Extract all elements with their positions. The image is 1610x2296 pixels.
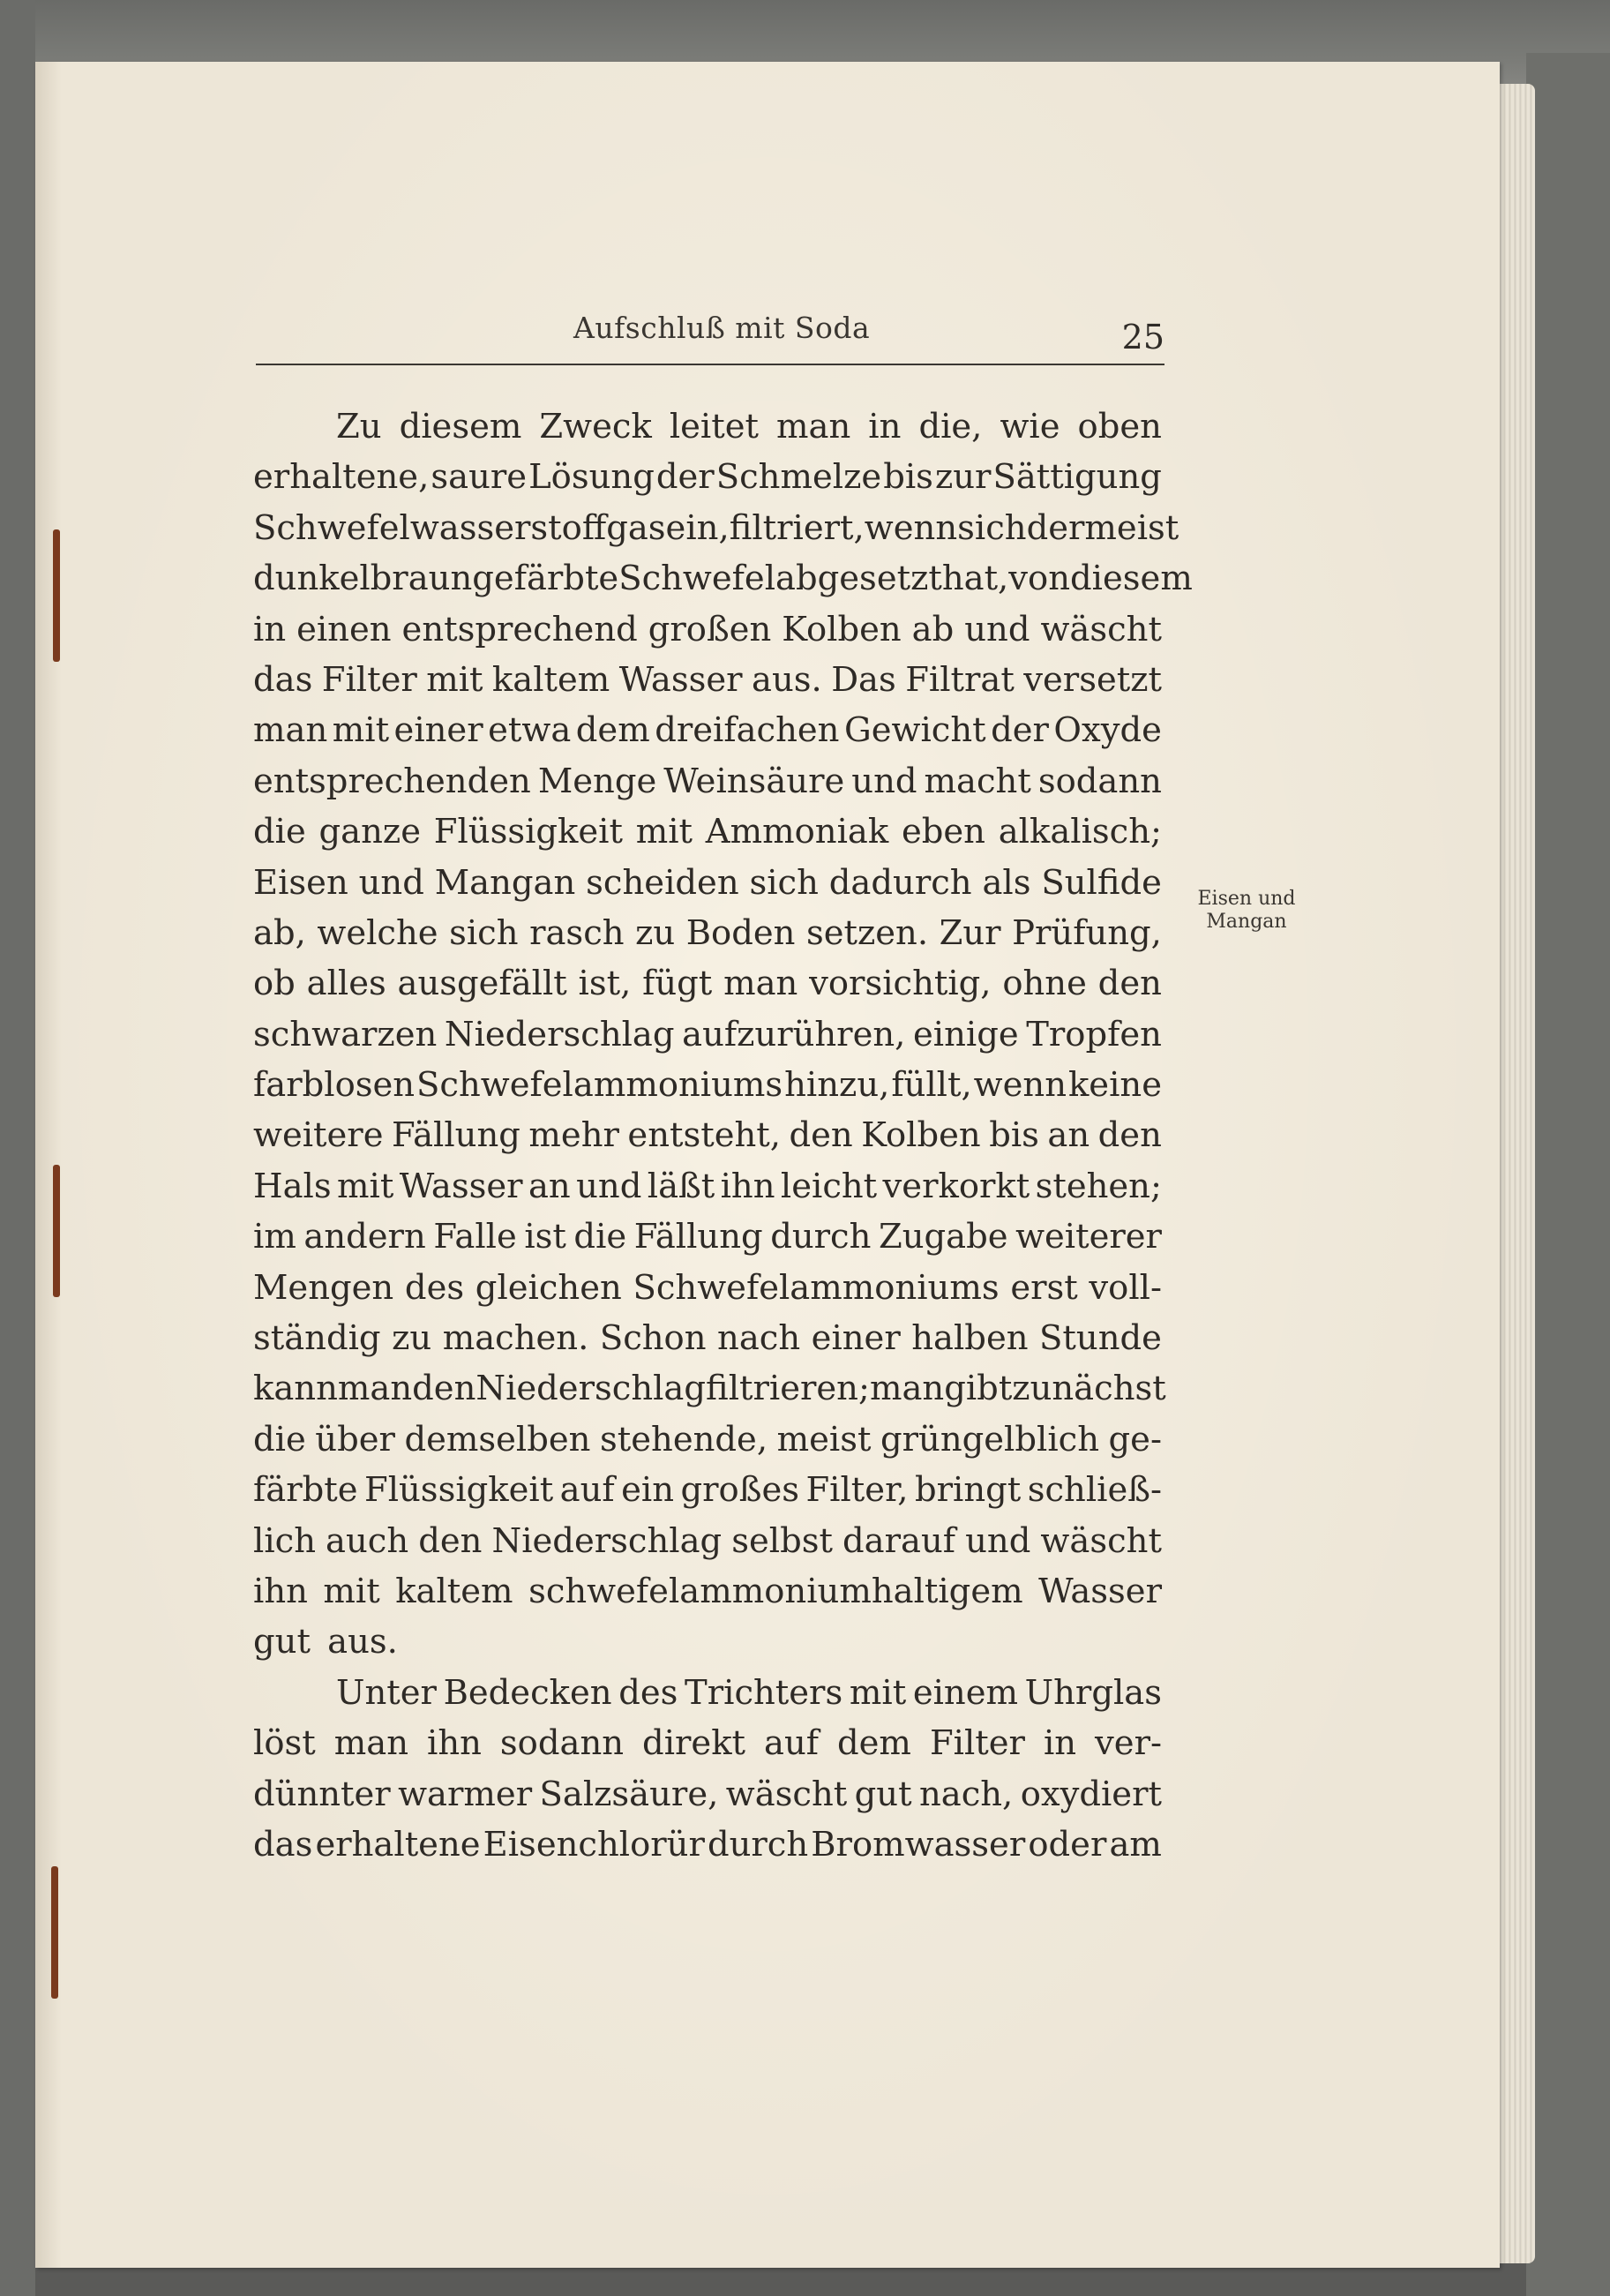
- word: Eisen: [253, 862, 348, 903]
- word: wäscht: [1040, 1520, 1162, 1561]
- margin-note-line: Eisen und: [1197, 888, 1296, 910]
- word: auf: [764, 1723, 819, 1764]
- margin-note: [1180, 888, 1313, 934]
- word: nach,: [918, 1774, 1014, 1814]
- word: Oxyde: [1053, 710, 1162, 751]
- text-line: [253, 503, 1179, 553]
- word: erst: [1010, 1267, 1078, 1308]
- text-line: [253, 1263, 1162, 1313]
- word: mit: [337, 1166, 394, 1206]
- running-head: [256, 311, 1164, 365]
- text-line: [253, 655, 1162, 705]
- word: Niederschlag: [444, 1014, 675, 1054]
- word: Filter: [321, 659, 417, 700]
- page-stack-edge: [1495, 84, 1535, 2263]
- word: Weinsäure: [663, 761, 845, 801]
- word: machen.: [442, 1318, 589, 1359]
- word: dunkelbraun: [253, 559, 473, 599]
- word: entsteht,: [627, 1115, 781, 1156]
- word: Falle: [433, 1217, 517, 1257]
- word: leitet: [669, 407, 759, 446]
- word: aufzurühren,: [682, 1014, 906, 1054]
- word: filtrieren;: [706, 1369, 870, 1409]
- word: zu: [635, 912, 676, 953]
- word: Sulfide: [1041, 862, 1162, 903]
- word: großen: [648, 609, 772, 649]
- word: auf: [559, 1470, 615, 1511]
- word: vorsichtig,: [809, 964, 992, 1004]
- word: Uhrglas: [1024, 1672, 1162, 1713]
- word: der: [655, 457, 715, 498]
- word: Menge: [537, 761, 657, 801]
- word: die: [253, 1419, 306, 1459]
- word: die: [253, 812, 306, 852]
- word: das: [253, 659, 313, 700]
- word: und: [576, 1166, 642, 1206]
- word: Tropfen: [1026, 1014, 1162, 1054]
- word: kaltem: [491, 659, 610, 700]
- word: macht: [924, 761, 1031, 801]
- word: der: [1026, 507, 1085, 548]
- word: dadurch: [828, 862, 972, 903]
- text-line: [253, 553, 1193, 604]
- word: Niederschlag: [491, 1520, 723, 1561]
- word: Schmelze: [715, 457, 882, 498]
- word: diesem: [399, 407, 522, 446]
- word: und: [358, 862, 424, 903]
- word: ob: [253, 964, 296, 1004]
- word: mit: [332, 710, 390, 751]
- word: Sättigung: [992, 457, 1162, 498]
- word: Ammoniak: [705, 812, 889, 852]
- word: durch: [770, 1217, 872, 1257]
- word: an: [528, 1166, 571, 1206]
- text-line: [253, 604, 1162, 655]
- word: Filter: [929, 1723, 1025, 1764]
- word: erhaltene,: [253, 457, 430, 498]
- word: meist: [776, 1419, 872, 1459]
- word: entsprechend: [401, 609, 638, 649]
- word: dem: [837, 1723, 911, 1764]
- word: darauf: [842, 1520, 956, 1561]
- word: man: [776, 407, 851, 446]
- word: demselben: [404, 1419, 591, 1459]
- word: ihn: [427, 1723, 482, 1764]
- text-line: [253, 1110, 1162, 1160]
- word: Wasser: [618, 659, 743, 700]
- word: erhaltene: [315, 1824, 481, 1865]
- word: wenn: [864, 507, 958, 548]
- word: stehende,: [600, 1419, 768, 1459]
- word: entsprechenden: [253, 761, 531, 801]
- word: mit: [426, 659, 483, 700]
- word: den: [418, 1520, 483, 1561]
- word: abgesetzt: [775, 559, 942, 599]
- word: an: [1047, 1115, 1090, 1156]
- word: man: [253, 710, 328, 751]
- word: bis: [883, 457, 933, 498]
- text-line: [253, 1363, 1166, 1414]
- word: Salzsäure,: [539, 1774, 719, 1814]
- word: mit: [323, 1571, 380, 1611]
- text-line: [253, 1566, 1162, 1617]
- body-text: [253, 401, 1193, 1870]
- word: von: [1008, 559, 1071, 599]
- word: Unter: [336, 1672, 437, 1713]
- word: weiterer: [1015, 1217, 1162, 1257]
- text-line: [253, 452, 1162, 502]
- word: ein: [621, 1470, 675, 1511]
- word: die,: [918, 407, 983, 446]
- word: wenn: [973, 1065, 1067, 1106]
- word: scheiden: [586, 862, 739, 903]
- word: mit: [849, 1672, 907, 1713]
- word: Bedecken: [443, 1672, 612, 1713]
- word: man: [333, 1723, 408, 1764]
- word: färbte: [253, 1470, 358, 1511]
- word: man: [723, 964, 798, 1004]
- word: kaltem: [395, 1571, 513, 1611]
- word: die: [573, 1217, 627, 1257]
- word: aus.: [327, 1622, 398, 1662]
- word: Filtrat: [905, 659, 1015, 700]
- text-line: [253, 1718, 1162, 1768]
- word: hat,: [941, 559, 1009, 599]
- word: läßt: [647, 1166, 715, 1206]
- binding-stitch: [51, 1866, 58, 1999]
- word: warmer: [398, 1774, 533, 1814]
- word: halben: [911, 1318, 1029, 1359]
- word: selbst: [731, 1520, 833, 1561]
- word: und: [964, 609, 1030, 649]
- word: Das: [831, 659, 896, 700]
- text-line: [253, 908, 1162, 958]
- word: Mengen: [253, 1267, 394, 1308]
- text-line: [253, 756, 1162, 807]
- word: ist,: [578, 964, 632, 1004]
- word: etwa: [488, 710, 572, 751]
- word: den: [1097, 1115, 1162, 1156]
- word: im: [253, 1217, 296, 1257]
- text-line: [253, 1769, 1162, 1820]
- text-line: [253, 1516, 1162, 1566]
- word: filtriert,: [729, 507, 865, 548]
- word: sodann: [499, 1723, 625, 1764]
- word: einem: [912, 1672, 1019, 1713]
- word: Schwefelammoniums: [633, 1267, 1000, 1308]
- word: Niederschlag: [476, 1369, 707, 1409]
- word: voll-: [1089, 1267, 1162, 1308]
- word: den: [1097, 964, 1162, 1004]
- text-line: [253, 1212, 1162, 1262]
- word: grüngelblich: [880, 1419, 1099, 1459]
- word: Schwefelwasserstoffgas: [253, 507, 666, 548]
- word: einen: [296, 609, 392, 649]
- word: den: [412, 1369, 476, 1409]
- word: ständig: [253, 1318, 381, 1359]
- word: andern: [303, 1217, 426, 1257]
- word: Zweck: [539, 407, 652, 446]
- word: der: [991, 710, 1049, 751]
- text-line: [253, 1414, 1162, 1465]
- word: setzen.: [805, 912, 929, 953]
- word: fügt: [642, 964, 713, 1004]
- word: diesem: [1070, 559, 1193, 599]
- word: Gewicht: [843, 710, 986, 751]
- word: ver-: [1095, 1723, 1162, 1764]
- word: Flüssigkeit: [433, 812, 623, 852]
- word: gibt: [944, 1369, 1013, 1409]
- word: ihn: [253, 1571, 308, 1611]
- word: versetzt: [1023, 659, 1162, 700]
- word: Fällung: [392, 1115, 520, 1156]
- text-line: [253, 958, 1162, 1009]
- word: ist: [524, 1217, 566, 1257]
- word: mehr: [528, 1115, 619, 1156]
- text-line: [253, 1465, 1162, 1515]
- word: aus.: [752, 659, 822, 700]
- book-cover-right: [1526, 53, 1610, 2296]
- word: direkt: [642, 1723, 745, 1764]
- word: mit: [635, 812, 693, 852]
- text-line: [253, 1617, 1162, 1667]
- word: und: [851, 761, 917, 801]
- word: Schon: [599, 1318, 707, 1359]
- word: Bromwasser: [811, 1824, 1026, 1865]
- word: Eisenchlorür: [483, 1824, 705, 1865]
- word: einer: [393, 710, 483, 751]
- page-number: 25: [1121, 318, 1164, 356]
- word: ganze: [318, 812, 421, 852]
- word: kann: [253, 1369, 338, 1409]
- text-line: [253, 1313, 1162, 1363]
- word: ausgefällt: [397, 964, 567, 1004]
- word: ge-: [1108, 1419, 1162, 1459]
- word: in: [868, 407, 902, 446]
- word: sich: [957, 507, 1027, 548]
- word: oben: [1077, 407, 1162, 446]
- word: gefärbte: [472, 559, 619, 599]
- word: schließ-: [1027, 1470, 1162, 1511]
- word: welche: [317, 912, 438, 953]
- word: Schwefelammoniums: [416, 1065, 783, 1106]
- word: auch: [326, 1520, 409, 1561]
- word: ihn: [720, 1166, 775, 1206]
- word: großes: [680, 1470, 799, 1511]
- word: Mangan: [434, 862, 576, 903]
- text-line: [253, 1060, 1162, 1110]
- word: in: [253, 609, 287, 649]
- word: Boden: [685, 912, 796, 953]
- word: das: [253, 1824, 313, 1865]
- word: ein,: [665, 507, 730, 548]
- word: sich: [449, 912, 519, 953]
- word: durch: [707, 1824, 809, 1865]
- word: dem: [575, 710, 650, 751]
- word: Filter,: [805, 1470, 909, 1511]
- word: weitere: [253, 1115, 384, 1156]
- word: gleichen: [475, 1267, 622, 1308]
- word: saure: [431, 457, 528, 498]
- word: schwefelammoniumhaltigem: [528, 1571, 1023, 1611]
- text-line: [253, 858, 1162, 908]
- word: einige: [912, 1014, 1019, 1054]
- text-line: [253, 1161, 1162, 1212]
- word: ohne: [1002, 964, 1087, 1004]
- word: alkalisch;: [998, 812, 1162, 852]
- word: wäscht: [1040, 609, 1162, 649]
- word: Stunde: [1039, 1318, 1162, 1359]
- word: Wasser: [399, 1166, 523, 1206]
- binding-stitch: [53, 1165, 60, 1297]
- word: bringt: [914, 1470, 1022, 1511]
- running-title: Aufschluß mit Soda: [573, 311, 871, 345]
- word: dünnter: [253, 1774, 391, 1814]
- word: Hals: [253, 1166, 332, 1206]
- word: hinzu,: [784, 1065, 890, 1106]
- word: farblosen: [253, 1065, 416, 1106]
- binding-stitch: [53, 529, 60, 662]
- word: nach: [717, 1318, 801, 1359]
- book-cover-left: [0, 0, 35, 2296]
- word: wie: [1000, 407, 1060, 446]
- word: oxydiert: [1020, 1774, 1162, 1814]
- word: stehen;: [1035, 1166, 1162, 1206]
- word: verkorkt: [882, 1166, 1030, 1206]
- word: wäscht: [725, 1774, 848, 1814]
- word: gut: [854, 1774, 912, 1814]
- word: man: [337, 1369, 413, 1409]
- word: lich: [253, 1520, 316, 1561]
- word: man: [869, 1369, 945, 1409]
- word: alles: [306, 964, 386, 1004]
- word: oder: [1028, 1824, 1107, 1865]
- word: keine: [1067, 1065, 1162, 1106]
- word: am: [1109, 1824, 1162, 1865]
- word: zu: [392, 1318, 432, 1359]
- text-line: [253, 1009, 1162, 1060]
- word: als: [982, 862, 1031, 903]
- word: des: [618, 1672, 678, 1713]
- word: sich: [749, 862, 819, 903]
- word: sodann: [1037, 761, 1162, 801]
- word: Zu: [336, 407, 382, 446]
- text-line: [253, 1820, 1162, 1870]
- word: Flüssigkeit: [363, 1470, 554, 1511]
- word: zur: [934, 457, 992, 498]
- word: einer: [811, 1318, 901, 1359]
- word: ab: [911, 609, 955, 649]
- word: bis: [989, 1115, 1039, 1156]
- word: ab,: [253, 912, 306, 953]
- word: Schwefel: [618, 559, 776, 599]
- word: eben: [901, 812, 985, 852]
- word: Zugabe: [878, 1217, 1008, 1257]
- word: und: [965, 1520, 1031, 1561]
- word: den: [789, 1115, 853, 1156]
- word: schwarzen: [253, 1014, 438, 1054]
- word: rasch: [529, 912, 625, 953]
- word: des: [404, 1267, 465, 1308]
- word: Trichters: [685, 1672, 843, 1713]
- text-line: [253, 1668, 1162, 1718]
- word: Zur: [939, 912, 1001, 953]
- text-line: [253, 705, 1162, 755]
- word: dreifachen: [655, 710, 840, 751]
- word: füllt,: [891, 1065, 972, 1106]
- word: Kolben: [782, 609, 902, 649]
- word: in: [1043, 1723, 1077, 1764]
- word: gut: [253, 1622, 311, 1662]
- text-line: [253, 807, 1162, 857]
- word: über: [315, 1419, 395, 1459]
- word: Prüfung,: [1012, 912, 1162, 953]
- word: Kolben: [861, 1115, 981, 1156]
- word: meist: [1084, 507, 1179, 548]
- word: zunächst: [1012, 1369, 1166, 1409]
- text-line: [253, 401, 1162, 452]
- word: Lösung: [528, 457, 655, 498]
- word: Wasser: [1038, 1571, 1162, 1611]
- margin-note-line: Mangan: [1206, 911, 1287, 933]
- word: leicht: [780, 1166, 878, 1206]
- word: Fällung: [633, 1217, 763, 1257]
- word: löst: [253, 1723, 316, 1764]
